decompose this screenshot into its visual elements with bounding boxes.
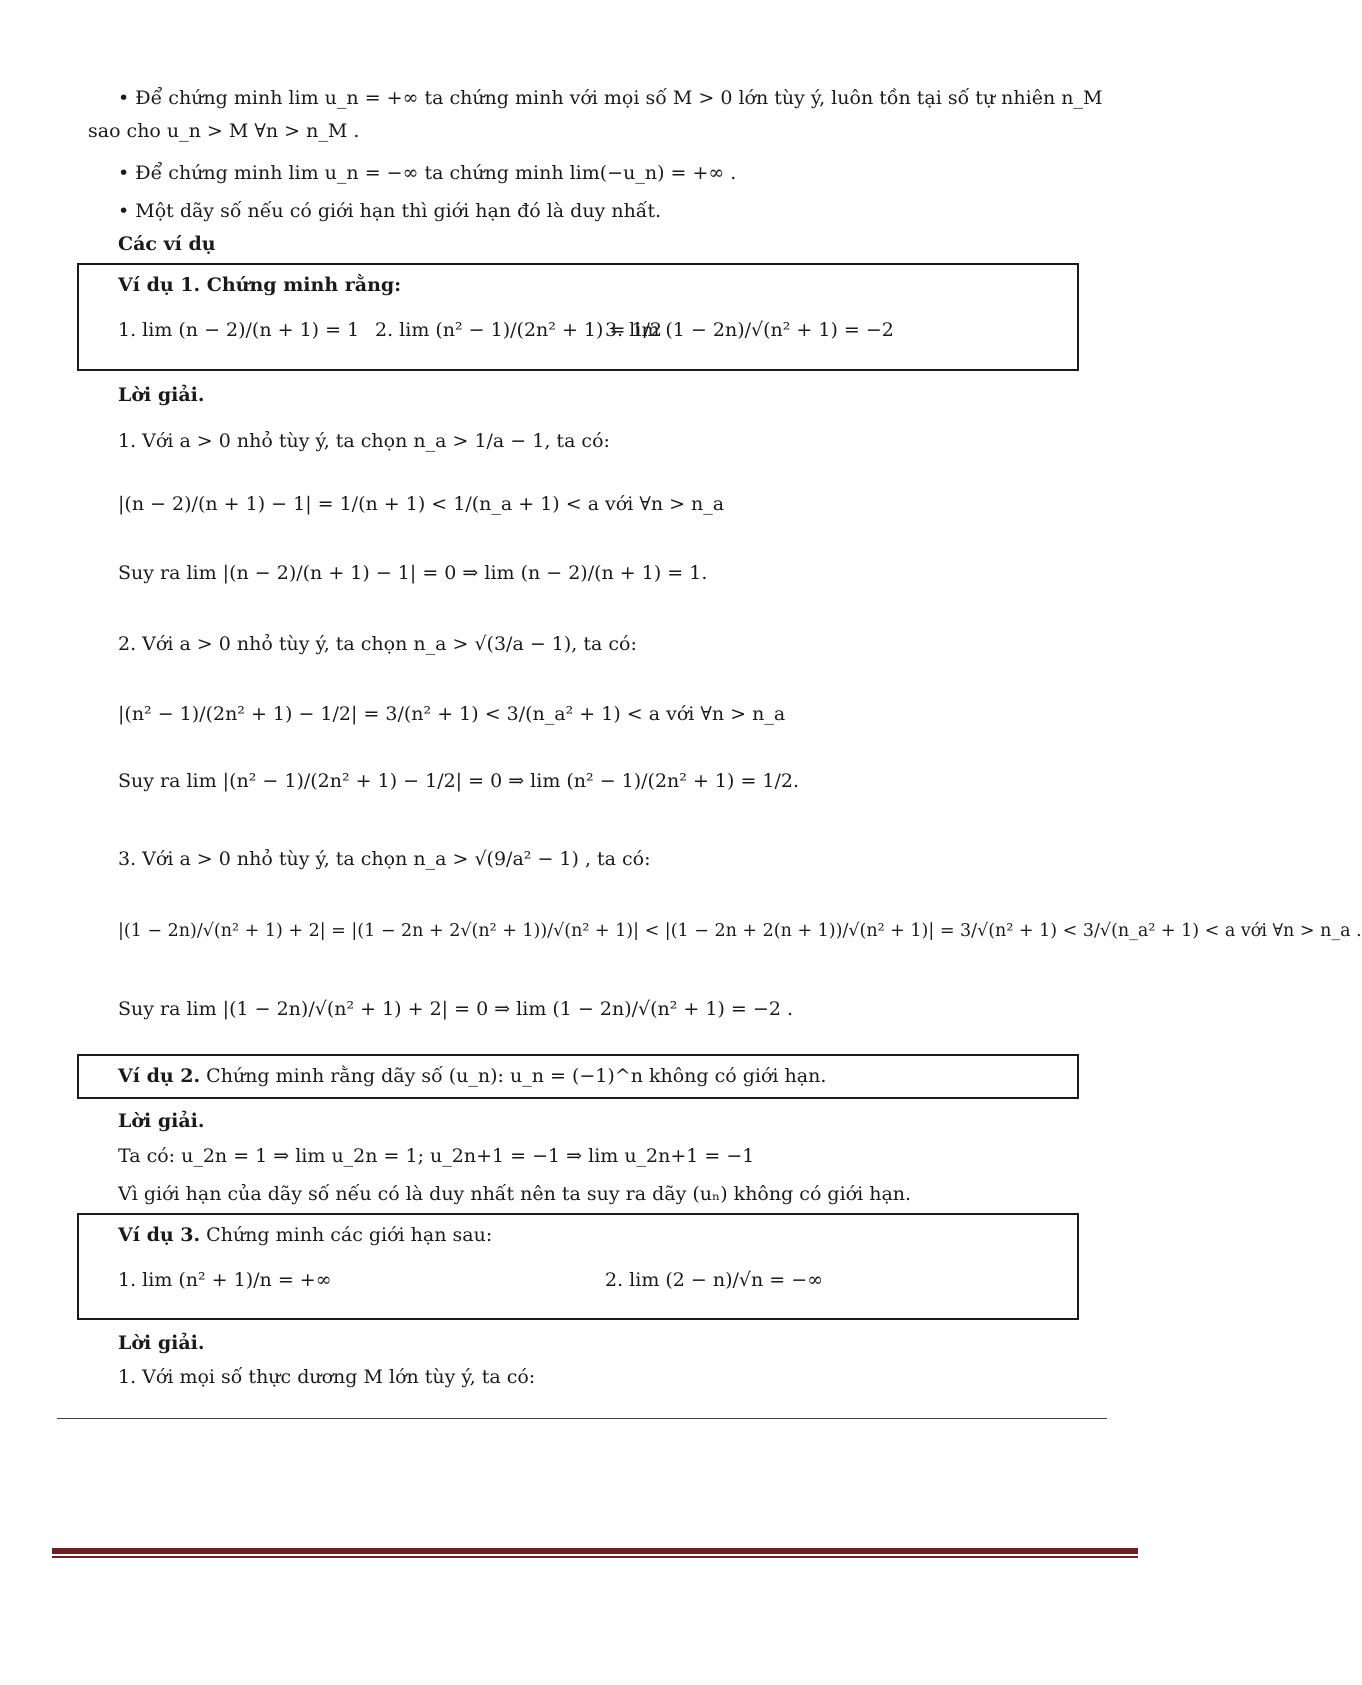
solution-3-line-1: 1. Với mọi số thực dương M lớn tùy ý, ta có: (118, 1366, 536, 1388)
bullet-infinity-definition-cont: sao cho u_n > M ∀n > n_M . (88, 120, 360, 142)
solution-1-part-2: 2. Với a > 0 nhỏ tùy ý, ta chọn n_a > √(3/a − 1), ta có: (118, 633, 637, 655)
bullet-neg-infinity: • Để chứng minh lim u_n = −∞ ta chứng minh lim(−u_n) = +∞ . (118, 162, 737, 184)
solution-1-part-1-conclusion: Suy ra lim |(n − 2)/(n + 1) − 1| = 0 ⇒ lim (n − 2)/(n + 1) = 1. (118, 562, 708, 584)
solution-1-part-2-conclusion: Suy ra lim |(n² − 1)/(2n² + 1) − 1/2| = 0 ⇒ lim (n² − 1)/(2n² + 1) = 1/2. (118, 770, 800, 792)
solution-1-part-3-equation: |(1 − 2n)/√(n² + 1) + 2| = |(1 − 2n + 2√(n² + 1))/√(n² + 1)| < |(1 − 2n + 2(n + 1))/√(n² + 1)| = 3/√(n² + 1) < 3/√(n_a² + 1) < a với ∀n > n_a . (118, 921, 1362, 941)
bullet-infinity-definition: • Để chứng minh lim u_n = +∞ ta chứng minh với mọi số M > 0 lớn tùy ý, luôn tồn tại số tự nhiên n_M (118, 87, 1103, 109)
example-1-item-1: 1. lim (n − 2)/(n + 1) = 1 (118, 319, 360, 341)
solution-2-line-1: Ta có: u_2n = 1 ⇒ lim u_2n = 1; u_2n+1 = −1 ⇒ lim u_2n+1 = −1 (118, 1145, 755, 1167)
footer-decorative-bar (52, 1548, 1138, 1554)
solution-1-part-3-conclusion: Suy ra lim |(1 − 2n)/√(n² + 1) + 2| = 0 ⇒ lim (1 − 2n)/√(n² + 1) = −2 . (118, 998, 793, 1020)
example-2-statement: Ví dụ 2. Chứng minh rằng dãy số (u_n): u_n = (−1)^n không có giới hạn. (118, 1065, 827, 1087)
solution-2-heading: Lời giải. (118, 1110, 205, 1132)
examples-heading: Các ví dụ (118, 233, 216, 255)
solution-1-heading: Lời giải. (118, 384, 205, 406)
solution-1-part-1-equation: |(n − 2)/(n + 1) − 1| = 1/(n + 1) < 1/(n_a + 1) < a với ∀n > n_a (118, 493, 725, 515)
example-3-item-2: 2. lim (2 − n)/√n = −∞ (605, 1269, 824, 1291)
solution-1-part-2-equation: |(n² − 1)/(2n² + 1) − 1/2| = 3/(n² + 1) < 3/(n_a² + 1) < a với ∀n > n_a (118, 703, 786, 725)
solution-2-line-2: Vì giới hạn của dãy số nếu có là duy nhất nên ta suy ra dãy (uₙ) không có giới hạn. (118, 1183, 912, 1205)
solution-1-part-3: 3. Với a > 0 nhỏ tùy ý, ta chọn n_a > √(9/a² − 1) , ta có: (118, 848, 651, 870)
example-1-item-3: 3. lim (1 − 2n)/√(n² + 1) = −2 (605, 319, 894, 341)
example-1-item-2: 2. lim (n² − 1)/(2n² + 1) = 1/2 (375, 319, 662, 341)
solution-3-heading: Lời giải. (118, 1332, 205, 1354)
content-separator (57, 1418, 1107, 1419)
example-3-item-1: 1. lim (n² + 1)/n = +∞ (118, 1269, 332, 1291)
example-1-title: Ví dụ 1. Chứng minh rằng: (118, 274, 402, 296)
bullet-uniqueness: • Một dãy số nếu có giới hạn thì giới hạn đó là duy nhất. (118, 200, 662, 222)
example-3-title: Ví dụ 3. Chứng minh các giới hạn sau: (118, 1224, 493, 1246)
solution-1-part-1: 1. Với a > 0 nhỏ tùy ý, ta chọn n_a > 1/a − 1, ta có: (118, 430, 610, 452)
